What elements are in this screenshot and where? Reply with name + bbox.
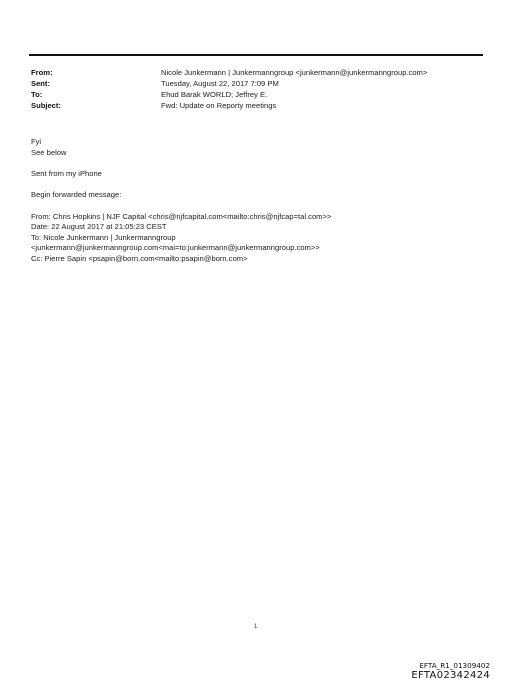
to-value: Ehud Barak WORLD; Jeffrey E. — [161, 90, 268, 99]
forwarded-cc: Cc: Pierre Sapin <psapin@born.com<mailto:psapin@born.com> — [31, 253, 248, 263]
forwarded-date: Date: 22 August 2017 at 21:05:23 CEST — [31, 222, 167, 232]
subject-label: Subject: — [31, 101, 61, 110]
footer-id-primary: EFTA_R1_01309402 — [419, 661, 490, 670]
footer-id-secondary: EFTA02342424 — [411, 670, 490, 681]
forwarded-to-address: <junkermann@junkermanngroup.com<mai=to:junkermann@junkermanngroup.com>> — [31, 243, 320, 253]
footer-identifiers — [411, 661, 490, 682]
header-row-sent — [31, 78, 481, 89]
header-row-from — [31, 67, 481, 78]
body-line-sent-from: Sent from my iPhone — [31, 168, 102, 178]
forwarded-header — [31, 212, 481, 264]
to-label: To: — [31, 90, 43, 99]
subject-value: Fwd: Update on Reporty meetings — [161, 101, 277, 110]
from-label: From: — [31, 68, 53, 77]
sent-label: Sent: — [31, 79, 50, 88]
body-line-fyi: Fyi — [31, 137, 42, 146]
email-header — [31, 67, 481, 111]
body-line-forwarded: Begin forwarded message: — [31, 189, 122, 199]
email-body — [31, 137, 481, 200]
forwarded-to: To: Nicole Junkermann | Junkermanngroup — [31, 232, 176, 242]
page-number: 1 — [254, 624, 258, 630]
forwarded-from: From: Chris Hopkins | NJF Capital <chris@njfcapital.com<mailto:chris@njfcap=tal.com>> — [31, 212, 332, 221]
header-divider — [29, 54, 483, 56]
header-row-to — [31, 89, 481, 100]
sent-value: Tuesday, August 22, 2017 7:09 PM — [161, 79, 279, 88]
header-row-subject — [31, 100, 481, 111]
from-value: Nicole Junkermann | Junkermanngroup <junkermann@junkermanngroup.com> — [161, 68, 428, 77]
body-line-see-below: See below — [31, 147, 67, 157]
